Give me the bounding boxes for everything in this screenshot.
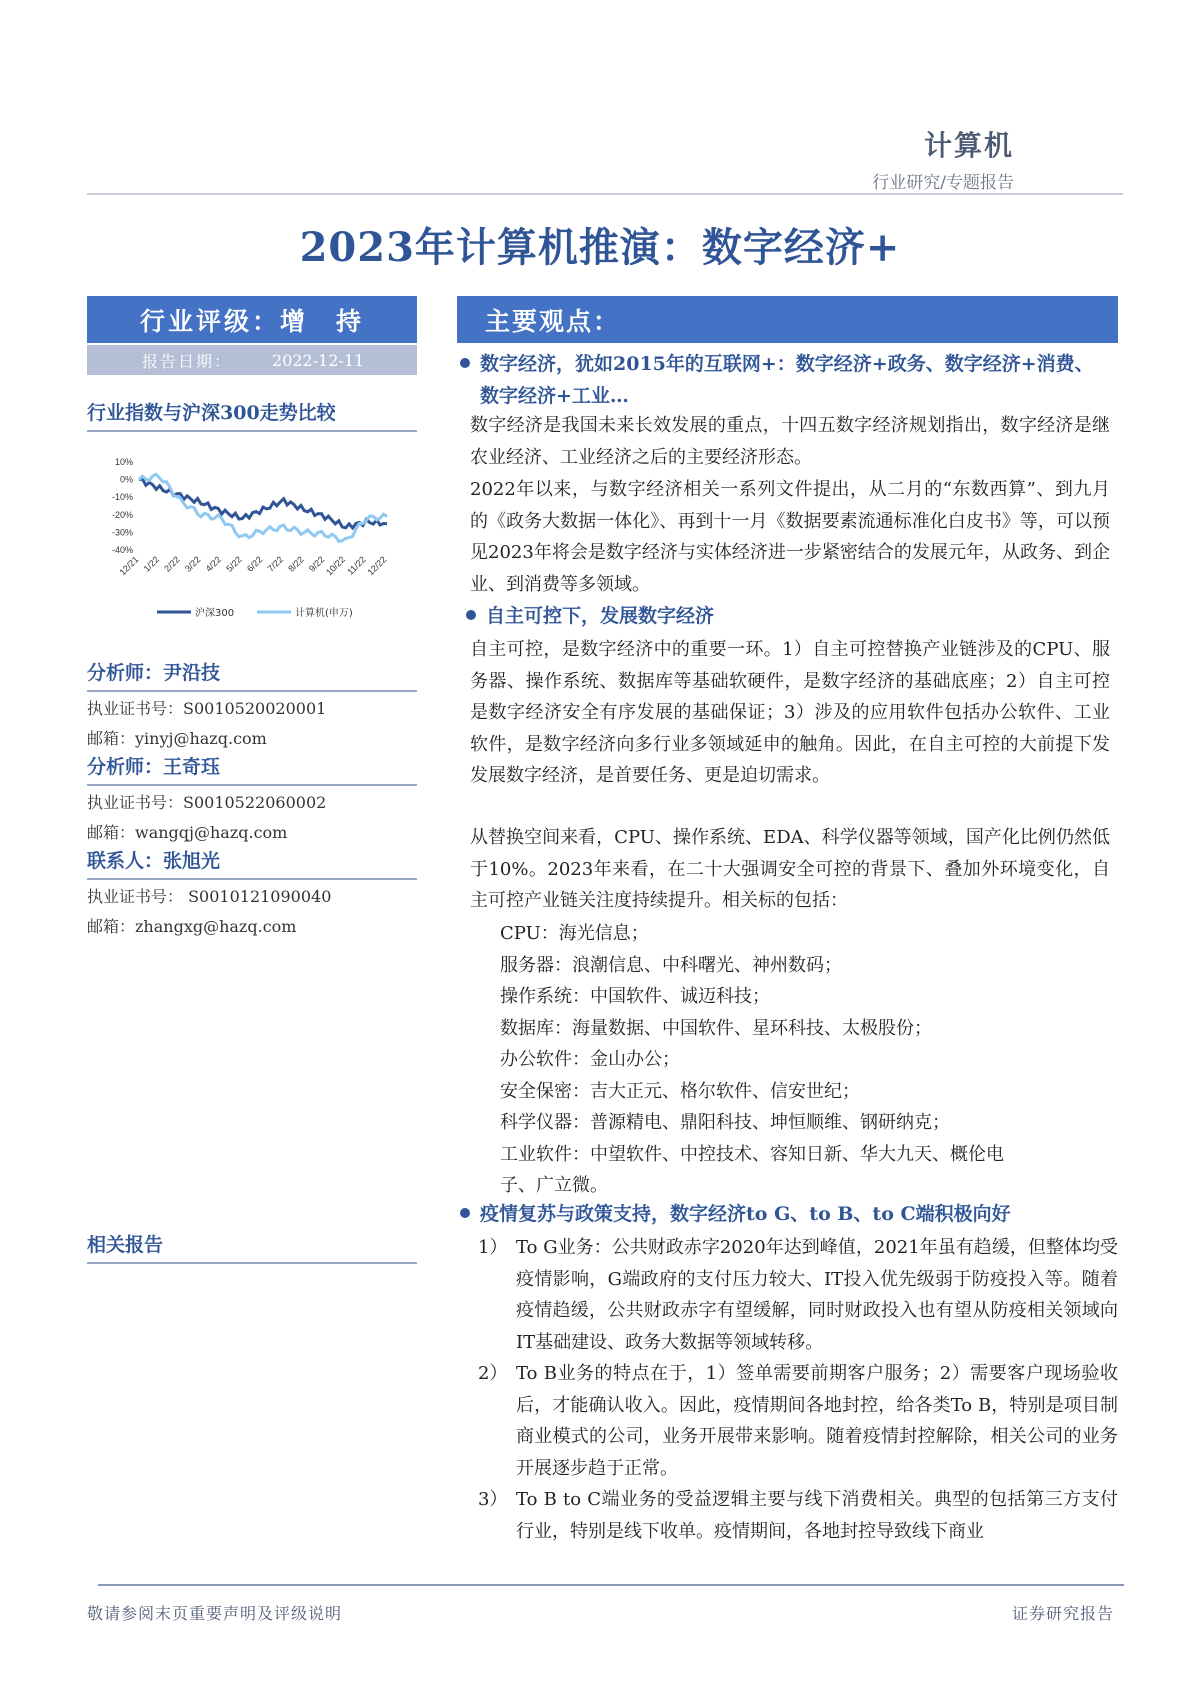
related-reports-heading: 相关报告 (87, 1230, 417, 1264)
paragraph-1: 数字经济是我国未来长效发展的重点，十四五数字经济规划指出，数字经济是继农业经济、工业经济之后的主要经济形态。 (470, 415, 1110, 468)
x-tick-label: 10/22 (324, 554, 348, 578)
bullet-heading-2: 自主可控下，发展数字经济 (466, 600, 1126, 632)
list-item: CPU：海光信息； (500, 923, 649, 944)
item-text: To B业务的特点在于，1）签单需要前期客户服务；2）需要客户现场验收后，才能确认收入。因此，疫情期间各地封控，给各类To B，特别是项目制商业模式的公司，业务开展带来影响。随着疫情封控解除，相关公司的业务开展逐步趋于正常。 (516, 1363, 1118, 1479)
analyst-1-heading: 分析师：尹沿技 (87, 658, 417, 692)
list-item: 办公软件：金山办公； (500, 1049, 680, 1070)
list-item: 科学仪器：普源精电、鼎阳科技、坤恒顺维、钢研纳克； (500, 1112, 950, 1133)
bullet-heading-3: 疫情复苏与政策支持，数字经济to G、to B、to C端积极向好 (460, 1198, 1120, 1230)
footer-divider (98, 1584, 1124, 1586)
header-divider (87, 193, 1123, 195)
sector-label: 计算机 (923, 129, 1014, 162)
x-tick-label: 12/22 (365, 554, 389, 578)
x-tick-label: 2/22 (162, 554, 182, 574)
contact-email[interactable]: 邮箱：zhangxg@hazq.com (87, 917, 297, 936)
item-number: 1） (478, 1237, 508, 1258)
item-number: 2） (478, 1363, 508, 1384)
bullet-dot (460, 1208, 470, 1218)
y-tick-label: 0% (119, 474, 133, 485)
x-tick-label: 5/22 (224, 554, 244, 574)
list-item: 操作系统：中国软件、诚迈科技； (500, 986, 770, 1007)
analyst-2-heading: 分析师：王奇珏 (87, 752, 417, 786)
report-date-bar (87, 345, 417, 375)
list-item: 数据库：海量数据、中国软件、星环科技、太极股份； (500, 1017, 932, 1039)
bullet-dot (460, 358, 470, 368)
y-tick-label: 10% (114, 457, 133, 467)
list-item: 安全保密：吉大正元、格尔软件、信安世纪； (500, 1080, 860, 1102)
footer-disclaimer[interactable]: 敬请参阅末页重要声明及评级说明 (87, 1604, 343, 1623)
analyst-2-cert: 执业证书号：S0010522060002 (87, 793, 327, 812)
key-points-banner: 主要观点： (457, 296, 1118, 343)
index-comparison-chart (87, 440, 427, 640)
chart-heading: 行业指数与沪深300走势比较 (87, 398, 417, 432)
x-tick-label: 3/22 (182, 554, 203, 574)
item-text: To B to C端业务的受益逻辑主要与线下消费相关。典型的包括第三方支付行业，特别是线下收单。疫情期间，各地封控导致线下商业 (516, 1489, 1118, 1542)
contact-cert: 执业证书号： S0010121090040 (87, 887, 332, 906)
related-stocks-list (500, 918, 1004, 1202)
x-tick-label: 7/22 (265, 554, 286, 574)
series-line-hs300 (139, 479, 387, 528)
date-value: 2022-12-11 (272, 350, 365, 370)
bullet-dot (466, 610, 476, 620)
x-tick-label: 1/22 (141, 554, 162, 574)
list-item: 服务器：浪潮信息、中科曙光、神州数码； (500, 954, 842, 976)
numbered-item-2 (478, 1358, 1118, 1484)
footer-doc-type: 证券研究报告 (1011, 1604, 1114, 1623)
x-tick-label: 8/22 (286, 554, 306, 574)
date-label: 报告日期： (142, 351, 233, 371)
bullet-heading-1: 数字经济，犹如2015年的互联网+：数字经济+政务、数字经济+消费、数字经济+工业… (460, 348, 1120, 412)
paragraph-4: 从替换空间来看，CPU、操作系统、EDA、科学仪器等领域，国产化比例仍然低于10%。2023年来看，在二十大强调安全可控的背景下、叠加外环境变化，自主可控产业链关注度持续提升。相关标的包括： (470, 827, 1110, 911)
paragraph-3: 自主可控，是数字经济中的重要一环。1）自主可控替换产业链涉及的CPU、服务器、操作系统、数据库等基础软硬件，是数字经济的基础底座；2）自主可控是数字经济安全有序发展的基础保证；3）涉及的应用软件包括办公软件、工业软件，是数字经济向多行业多领域延申的触角。因此，在自主可控的大前提下发发展数字经济，是首要任务、更是迫切需求。 (470, 639, 1110, 786)
analyst-1-cert: 执业证书号：S0010520020001 (87, 699, 327, 718)
analyst-1-email[interactable]: 邮箱：yinyj@hazq.com (87, 729, 267, 748)
item-number: 3） (478, 1489, 508, 1510)
y-tick-label: -10% (111, 492, 133, 503)
numbered-item-1 (478, 1232, 1118, 1358)
x-tick-label: 6/22 (244, 554, 265, 574)
x-tick-label: 11/22 (345, 554, 368, 577)
y-tick-label: -40% (111, 545, 133, 555)
x-tick-label: 9/22 (306, 554, 327, 574)
list-item: 子、广立微。 (500, 1175, 608, 1196)
analyst-2-email[interactable]: 邮箱：wangqj@hazq.com (87, 823, 288, 842)
contact-heading: 联系人：张旭光 (87, 846, 417, 880)
report-type: 行业研究/专题报告 (872, 173, 1014, 193)
legend-label: 计算机(申万) (295, 608, 353, 619)
x-tick-label: 12/21 (117, 554, 141, 578)
rating-banner: 行业评级：增 持 (87, 296, 417, 343)
paragraph-2: 2022年以来，与数字经济相关一系列文件提出，从二月的“东数西算”、到九月的《政务大数据一体化》、再到十一月《数据要素流通标准化白皮书》等，可以预见2023年将会是数字经济与实体经济进一步紧密结合的发展元年，从政务、到企业、到消费等多领域。 (470, 479, 1110, 595)
legend-label: 沪深300 (195, 608, 235, 619)
numbered-item-3 (478, 1484, 1118, 1547)
y-tick-label: -20% (111, 509, 133, 520)
page-title: 2023年计算机推演：数字经济+ (299, 224, 901, 271)
x-tick-label: 4/22 (203, 554, 224, 574)
y-tick-label: -30% (111, 527, 133, 538)
item-text: To G业务：公共财政赤字2020年达到峰值，2021年虽有趋缓，但整体均受疫情影响，G端政府的支付压力较大、IT投入优先级弱于防疫投入等。随着疫情趋缓，公共财政赤字有望缓解，同时财政投入也有望从防疫相关领域向IT基础建设、政务大数据等领域转移。 (516, 1237, 1118, 1353)
list-item: 工业软件：中望软件、中控技术、容知日新、华大九天、概伦电 (500, 1143, 1004, 1165)
